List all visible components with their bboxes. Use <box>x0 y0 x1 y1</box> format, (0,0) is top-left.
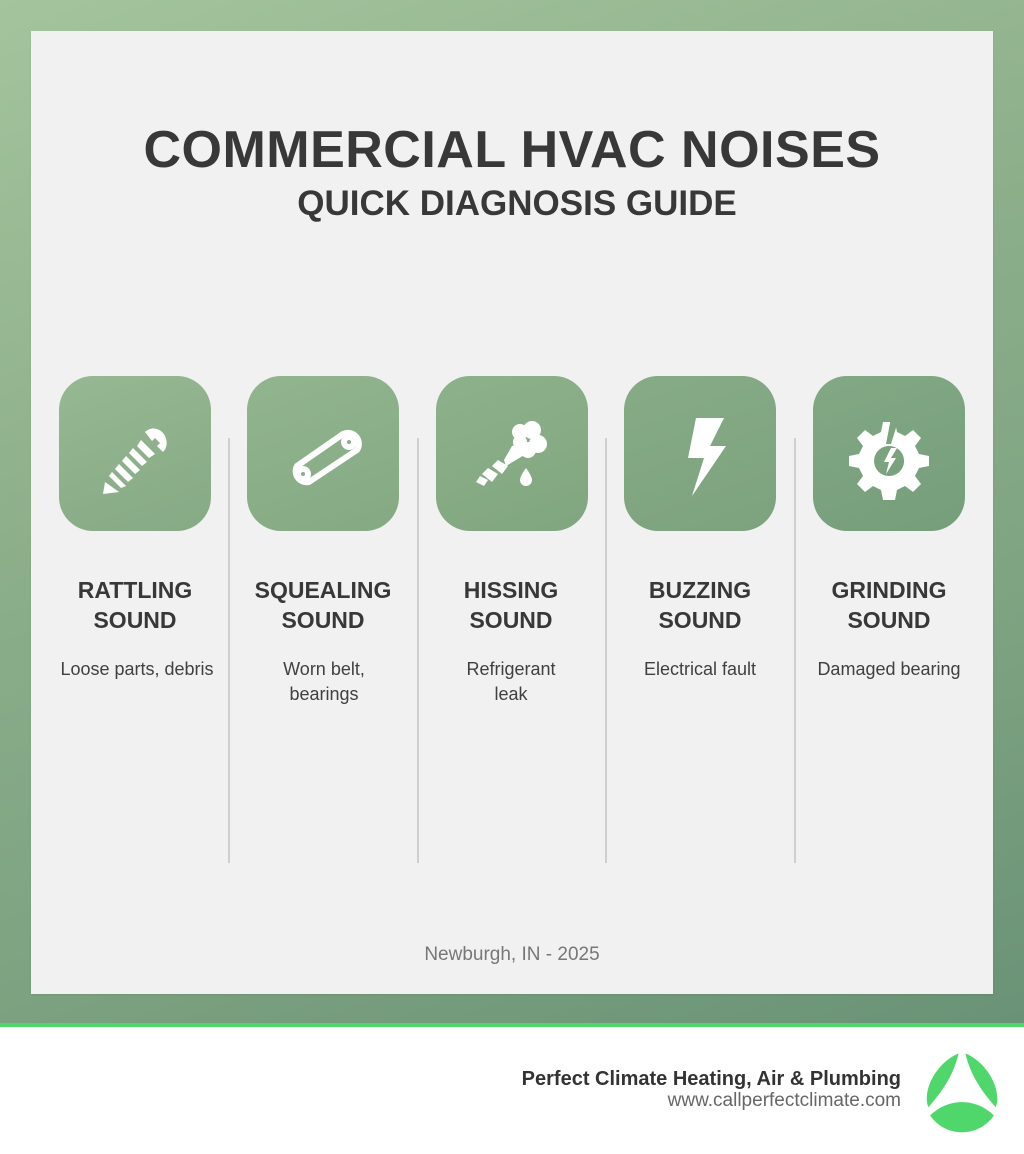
belt-pulley-icon <box>273 404 373 504</box>
noise-label-grinding <box>794 575 984 635</box>
company-name: Perfect Climate Heating, Air & Plumbing <box>521 1068 901 1090</box>
lightning-bolt-icon <box>650 404 750 504</box>
noise-label-squealing <box>228 575 418 635</box>
label-line-1: GRINDING <box>831 577 947 603</box>
broken-gear-icon <box>839 404 939 504</box>
noise-label-buzzing <box>605 575 795 635</box>
noise-cause-hissing: Refrigerant leak <box>466 659 556 704</box>
tri-leaf-logo-icon <box>920 1050 1004 1134</box>
noise-cause-grinding: Damaged bearing <box>817 659 961 679</box>
noise-cause-squealing: Worn belt, bearings <box>283 659 365 704</box>
noise-card-buzzing <box>624 376 776 531</box>
column-divider <box>228 438 230 863</box>
screw-icon <box>85 404 185 504</box>
label-line-2: SOUND <box>281 607 365 633</box>
label-line-1: BUZZING <box>648 577 752 603</box>
noise-card-grinding <box>813 376 965 531</box>
page-title: COMMERCIAL HVAC NOISES <box>143 121 881 179</box>
noise-cause-buzzing: Electrical fault <box>643 659 757 679</box>
company-website-link[interactable]: www.callperfectclimate.com <box>667 1090 901 1111</box>
location-year-caption: Newburgh, IN - 2025 <box>424 944 600 965</box>
label-line-2: SOUND <box>469 607 553 633</box>
noise-label-rattling <box>40 575 230 635</box>
label-line-1: RATTLING <box>77 577 193 603</box>
label-line-1: HISSING <box>463 577 559 603</box>
column-divider <box>417 438 419 863</box>
label-line-2: SOUND <box>658 607 742 633</box>
leaking-pipe-icon <box>462 404 562 504</box>
label-line-2: SOUND <box>93 607 177 633</box>
noise-card-hissing <box>436 376 588 531</box>
label-line-2: SOUND <box>847 607 931 633</box>
column-divider <box>794 438 796 863</box>
label-line-1: SQUEALING <box>254 577 392 603</box>
noise-cause-rattling: Loose parts, debris <box>60 659 214 679</box>
noise-card-squealing <box>247 376 399 531</box>
accent-divider-line <box>0 1023 1024 1027</box>
page-subtitle: QUICK DIAGNOSIS GUIDE <box>297 184 737 223</box>
noise-label-hissing <box>416 575 606 635</box>
column-divider <box>605 438 607 863</box>
noise-card-rattling <box>59 376 211 531</box>
